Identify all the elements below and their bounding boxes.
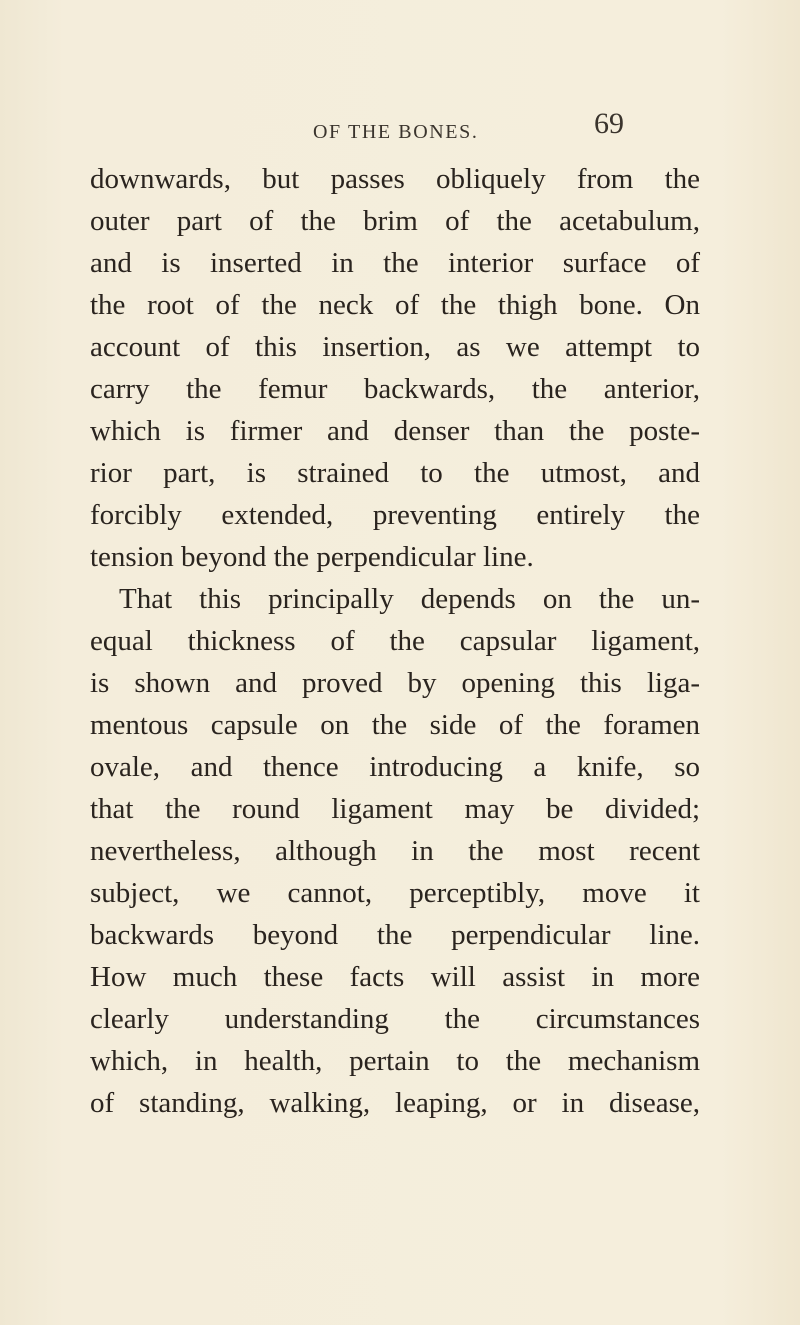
body-text xyxy=(90,158,700,1124)
text-line: which, in health, pertain to the mechanism xyxy=(90,1045,700,1077)
running-head-title: OF THE BONES. xyxy=(313,121,479,143)
text-line: carry the femur backwards, the anterior, xyxy=(90,373,700,405)
text-line: is shown and proved by opening this liga- xyxy=(90,667,700,699)
running-head xyxy=(0,103,800,153)
text-line: subject, we cannot, perceptibly, move it xyxy=(90,877,700,909)
text-line: and is inserted in the interior surface of xyxy=(90,247,700,279)
text-line: That this principally depends on the un- xyxy=(119,583,700,615)
text-line: equal thickness of the capsular ligament, xyxy=(90,625,700,657)
text-line: downwards, but passes obliquely from the xyxy=(90,163,700,195)
text-line: that the round ligament may be divided; xyxy=(90,793,700,825)
text-line: rior part, is strained to the utmost, and xyxy=(90,457,700,489)
page-number: 69 xyxy=(594,107,624,140)
text-line: forcibly extended, preventing entirely the xyxy=(90,499,700,531)
text-line: tension beyond the perpendicular line. xyxy=(90,541,534,573)
text-line: outer part of the brim of the acetabulum, xyxy=(90,205,700,237)
text-line: which is firmer and denser than the poste- xyxy=(90,415,700,447)
text-line: mentous capsule on the side of the foramen xyxy=(90,709,700,741)
text-line: nevertheless, although in the most recent xyxy=(90,835,700,867)
text-line: the root of the neck of the thigh bone. On xyxy=(90,289,700,321)
text-line: How much these facts will assist in more xyxy=(90,961,700,993)
text-line: clearly understanding the circumstances xyxy=(90,1003,700,1035)
text-line: of standing, walking, leaping, or in disease, xyxy=(90,1087,700,1119)
text-line: backwards beyond the perpendicular line. xyxy=(90,919,700,951)
text-line: account of this insertion, as we attempt to xyxy=(90,331,700,363)
text-line: ovale, and thence introducing a knife, so xyxy=(90,751,700,783)
